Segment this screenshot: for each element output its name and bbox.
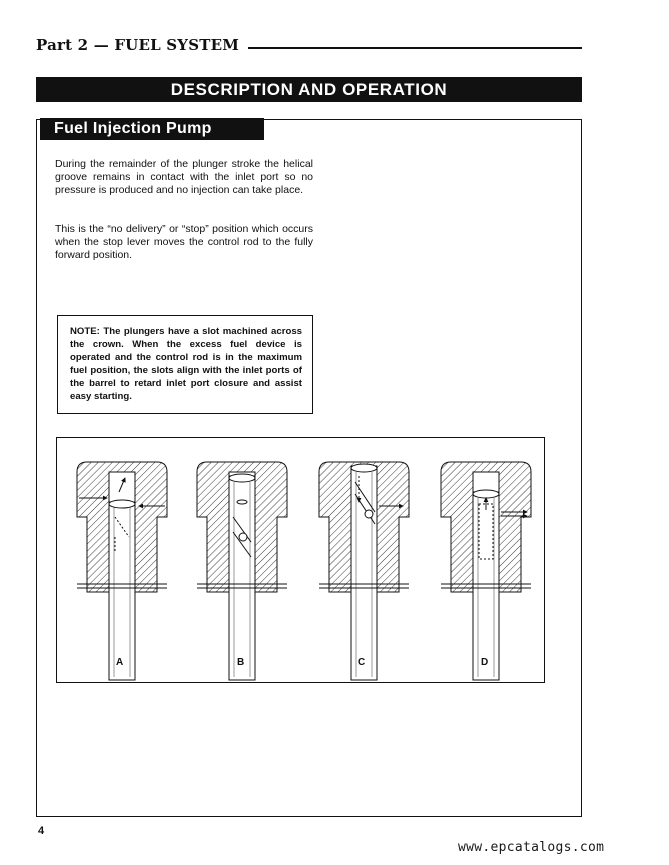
body-paragraph-2: This is the “no delivery” or “stop” position which occurs when the stop lever moves the control rod to the fully forward position. xyxy=(55,223,313,261)
section-title: Fuel Injection Pump xyxy=(54,120,212,137)
part-header xyxy=(36,34,582,56)
watermark: www.epcatalogs.com xyxy=(458,840,605,855)
note-text: NOTE: The plungers have a slot machined across the crown. When the excess fuel device is operated and the control rod is in the maximum fuel position, the slots align with the inlet ports of the barrel to retard inlet port closure and assist easy starting. xyxy=(70,326,302,402)
note-box xyxy=(57,315,313,414)
plunger-diagram-d xyxy=(441,462,531,680)
figure-label-c: C xyxy=(358,657,366,668)
banner-title: DESCRIPTION AND OPERATION xyxy=(170,79,448,99)
section-banner xyxy=(36,77,582,102)
part-title: Part 2 — FUEL SYSTEM xyxy=(36,36,240,54)
body-paragraph-1: During the remainder of the plunger stroke the helical groove remains in contact with the inlet port so no pressure is produced and no injection can take place. xyxy=(55,158,313,196)
section-tab xyxy=(40,118,264,140)
figure-label-d: D xyxy=(481,657,489,668)
plunger-diagram-c xyxy=(319,462,409,680)
page-number: 4 xyxy=(38,825,45,837)
pump-diagram xyxy=(57,438,546,684)
pump-diagram-figure xyxy=(56,437,545,683)
header-rule xyxy=(248,47,582,49)
figure-label-a: A xyxy=(116,657,124,668)
plunger-diagram-a xyxy=(77,462,167,680)
figure-label-b: B xyxy=(237,657,245,668)
plunger-diagram-b xyxy=(197,462,287,680)
